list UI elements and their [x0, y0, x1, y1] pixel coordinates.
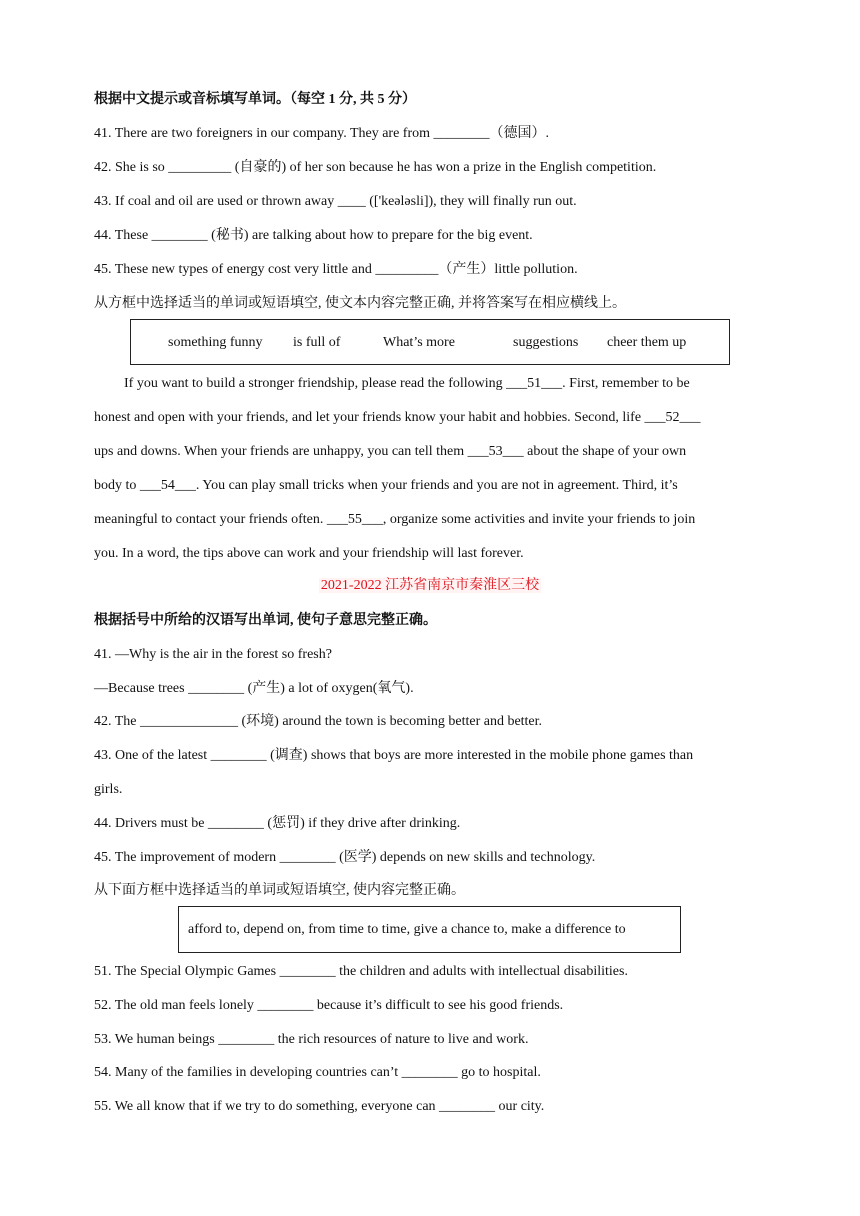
section2-heading: [0, 576, 860, 596]
word-box: [130, 319, 730, 365]
answer-41: —Because trees ________ (产生) a lot of oxygen(氧气).: [94, 681, 414, 696]
passage-line: honest and open with your friends, and let your friends know your habit and hobbies. Second, life ___52___: [94, 410, 701, 425]
question-41: 41. There are two foreigners in our company. They are from ________（德国）.: [94, 126, 550, 141]
word-box-item: cheer them up: [607, 335, 687, 350]
fill-question-51: 51. The Special Olympic Games ________ the children and adults with intellectual disabilities.: [94, 964, 628, 979]
question-43-cont: girls.: [94, 782, 123, 797]
passage-line: If you want to build a stronger friendship, please read the following ___51___. First, remember to be: [124, 376, 690, 391]
passage-line: you. In a word, the tips above can work and your friendship will last forever.: [94, 546, 524, 561]
phrase-box-text: afford to, depend on, from time to time, give a chance to, make a difference to: [188, 922, 626, 937]
section2-instruction: 根据括号中所给的汉语写出单词, 使句子意思完整正确。: [94, 613, 437, 628]
question-43: 43. If coal and oil are used or thrown away ____ (['keələsli]), they will finally run out.: [94, 194, 577, 209]
word-box-item: is full of: [293, 335, 341, 350]
word-box-item: something funny: [168, 335, 263, 350]
fill-question-55: 55. We all know that if we try to do something, everyone can ________ our city.: [94, 1099, 545, 1114]
fill-question-54: 54. Many of the families in developing countries can’t ________ go to hospital.: [94, 1065, 541, 1080]
section1-instruction: 根据中文提示或音标填写单词。（每空 1 分, 共 5 分）: [94, 92, 416, 107]
question-44: 44. These ________ (秘书) are talking about how to prepare for the big event.: [94, 228, 533, 243]
question-42: 42. She is so _________ (自豪的) of her son because he has won a prize in the English competition.: [94, 160, 657, 175]
question-42: 42. The ______________ (环境) around the town is becoming better and better.: [94, 714, 543, 729]
question-41: 41. —Why is the air in the forest so fresh?: [94, 647, 332, 662]
question-45: 45. These new types of energy cost very little and _________（产生）little pollution.: [94, 262, 578, 277]
section2-instruction2: 从下面方框中选择适当的单词或短语填空, 使内容完整正确。: [94, 883, 465, 898]
question-44: 44. Drivers must be ________ (惩罚) if they drive after drinking.: [94, 816, 461, 831]
passage-line: ups and downs. When your friends are unhappy, you can tell them ___53___ about the shape of your own: [94, 444, 687, 459]
fill-question-53: 53. We human beings ________ the rich resources of nature to live and work.: [94, 1032, 529, 1047]
question-45: 45. The improvement of modern ________ (医学) depends on new skills and technology.: [94, 850, 596, 865]
question-43: 43. One of the latest ________ (调查) shows that boys are more interested in the mobile phone games than: [94, 748, 694, 763]
word-box-item: What’s more: [383, 335, 455, 350]
passage-line: meaningful to contact your friends often. ___55___, organize some activities and invite your friends to join: [94, 512, 696, 527]
word-box-item: suggestions: [513, 335, 579, 350]
passage-line: body to ___54___. You can play small tricks when your friends and you are not in agreement. Third, it’s: [94, 478, 678, 493]
section1-instruction2: 从方框中选择适当的单词或短语填空, 使文本内容完整正确, 并将答案写在相应横线上。: [94, 296, 626, 311]
section2-heading-text: 2021-2022 江苏省南京市秦淮区三校: [320, 578, 540, 593]
fill-question-52: 52. The old man feels lonely ________ because it’s difficult to see his good friends.: [94, 998, 564, 1013]
phrase-box: [178, 906, 681, 953]
